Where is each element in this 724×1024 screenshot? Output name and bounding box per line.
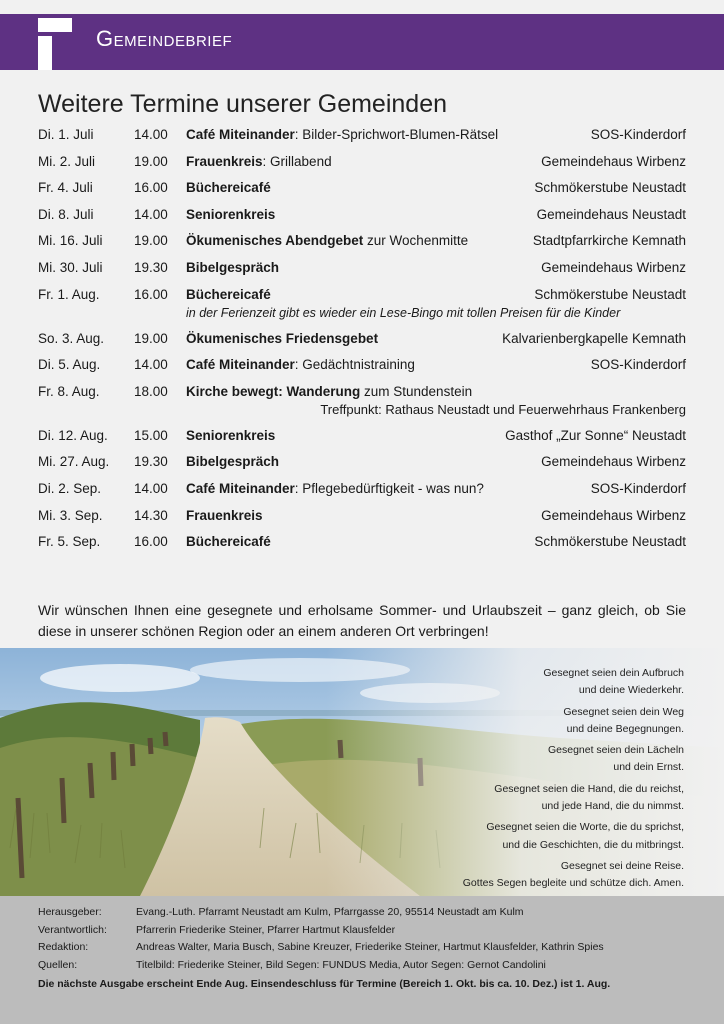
event-time: 19.30 [134,454,168,470]
event-date: Di. 5. Aug. [38,357,101,373]
blessing-line: Gesegnet seien dein Lächeln [547,744,684,757]
event-name: Büchereicafé [186,180,271,196]
event-row [38,449,686,476]
imprint-row [38,939,698,957]
event-title [186,122,498,149]
imprint-label: Herausgeber: [38,906,102,918]
event-row [38,503,686,530]
event-date: Mi. 30. Juli [38,259,103,275]
summer-wish: Wir wünschen Ihnen eine gesegnete und erholsame Sommer- und Urlaubszeit – ganz gleich, ob Sie diese in unserer schönen Region oder an einem anderen Ort verbringen! [38,602,686,639]
event-title [186,529,271,556]
next-issue-note: Die nächste Ausgabe erscheint Ende Aug. Einsendeschluss für Termine (Bereich 1. Okt. bis ca. 10. Dez.) ist 1. Aug. [38,978,611,990]
event-row [38,476,686,503]
event-time: 14.00 [134,357,168,373]
event-title [186,423,275,450]
event-location: SOS-Kinderdorf [590,357,686,373]
event-detail: : Pflegebedürftigkeit - was nun? [294,480,484,496]
event-row [38,352,686,379]
blessing-line: Gesegnet seien die Hand, die du reichst, [494,782,684,795]
event-date: Di. 1. Juli [38,127,94,142]
event-location: Stadtpfarrkirche Kemnath [532,233,686,249]
blessing-line: Gesegnet seien dein Aufbruch [543,667,684,679]
event-date: Di. 2. Sep. [38,480,102,496]
event-detail: zum Stundenstein [360,383,473,399]
event-name: Büchereicafé [186,286,271,302]
event-time: 14.00 [134,206,168,222]
event-title [186,228,468,255]
event-title [186,175,271,202]
imprint-row [38,904,698,922]
event-name: Ökumenisches Friedensgebet [186,330,379,346]
event-detail: : Bilder-Sprichwort-Blumen-Rätsel [294,127,499,142]
event-row [38,379,686,423]
imprint [38,904,698,974]
event-name: Café Miteinander [186,127,295,142]
blessing-line: und dein Ernst. [613,761,684,774]
newsletter-title: Gemeindebrief [96,26,233,51]
event-detail: : Grillabend [262,153,332,169]
event-name: Kirche bewegt: Wanderung [186,383,361,399]
event-title [186,503,263,530]
event-location: SOS-Kinderdorf [590,480,686,496]
event-time: 14.00 [134,480,168,496]
event-time: 16.00 [134,534,168,550]
event-name: Bibelgespräch [186,454,280,470]
event-title [186,149,332,176]
imprint-value: Titelbild: Friederike Steiner, Bild Segen: FUNDUS Media, Autor Segen: Gernot Candolini [136,958,546,971]
event-name: Büchereicafé [186,534,271,550]
event-location: Kalvarienbergkapelle Kemnath [502,330,686,346]
event-time: 19.00 [134,233,168,249]
blessing-line: Gesegnet seien dein Weg [563,705,684,718]
event-date: Di. 8. Juli [38,206,94,222]
event-title [186,449,279,476]
event-title [186,352,415,379]
event-time: 19.00 [134,330,168,346]
imprint-label: Verantwortlich: [38,923,107,936]
event-date: Fr. 5. Sep. [38,534,101,550]
event-row [38,255,686,282]
church-logo-icon [38,18,78,70]
event-row [38,202,686,229]
blessing-line: und die Geschichten, die du mitbringst. [502,838,684,851]
event-title [186,326,378,353]
blessing-line: und deine Wiederkehr. [578,684,684,697]
event-time: 19.30 [134,259,168,275]
imprint-value: Pfarrerin Friederike Steiner, Pfarrer Hartmut Klausfelder [136,923,396,936]
event-title [186,476,484,503]
event-date: Fr. 4. Juli [38,180,93,196]
event-location: Gemeindehaus Wirbenz [541,507,686,523]
blessing-line: Gottes Segen begleite und schütze dich. Amen. [462,877,684,890]
blessing-line: und deine Begegnungen. [566,722,684,735]
event-location: Gemeindehaus Neustadt [536,206,686,222]
event-name: Frauenkreis [186,507,263,523]
imprint-row [38,922,698,940]
imprint-label: Quellen: [38,958,78,971]
event-row [38,175,686,202]
event-name: Café Miteinander [186,480,295,496]
event-date: So. 3. Aug. [38,330,105,346]
event-location: Gasthof „Zur Sonne“ Neustadt [505,427,686,443]
event-row [38,423,686,450]
event-location: Gemeindehaus Wirbenz [541,153,686,169]
page-title: Weitere Termine unserer Gemeinden [38,90,447,118]
event-row [38,326,686,353]
event-date: Mi. 3. Sep. [38,507,103,523]
event-name: Bibelgespräch [186,259,280,275]
event-row [38,149,686,176]
event-meeting-point: Treffpunkt: Rathaus Neustadt und Feuerwehrhaus Frankenberg [320,401,686,417]
event-time: 14.00 [134,127,168,142]
event-list [38,122,686,556]
event-title [186,255,279,282]
event-date: Fr. 8. Aug. [38,383,100,399]
imprint-value: Andreas Walter, Maria Busch, Sabine Kreuzer, Friederike Steiner, Hartmut Klausfelder, Kathrin Spies [136,941,604,953]
event-location: Schmökerstube Neustadt [534,180,686,196]
event-detail: : Gedächtnistraining [294,357,415,373]
event-title [186,202,275,229]
blessing-line: Gesegnet sei deine Reise. [560,859,684,872]
event-row [38,529,686,556]
event-time: 16.00 [134,180,168,196]
event-date: Mi. 2. Juli [38,153,96,169]
event-date: Fr. 1. Aug. [38,286,100,302]
event-time: 18.00 [134,383,168,399]
event-time: 16.00 [134,286,168,302]
event-time: 14.30 [134,507,168,523]
imprint-label: Redaktion: [38,941,89,953]
event-name: Café Miteinander [186,357,295,373]
event-note: in der Ferienzeit gibt es wieder ein Lese-Bingo mit tollen Preisen für die Kinder [186,305,621,320]
event-row [38,122,686,149]
imprint-row [38,957,698,975]
event-name: Seniorenkreis [186,206,276,222]
event-time: 19.00 [134,153,168,169]
event-row [38,228,686,255]
blessing-line: und jede Hand, die du nimmst. [541,800,684,813]
event-location: Gemeindehaus Wirbenz [541,454,686,470]
blessing-line: Gesegnet seien die Worte, die du sprichst, [486,821,684,834]
event-name: Frauenkreis [186,153,263,169]
event-location: Gemeindehaus Wirbenz [541,259,686,275]
imprint-value: Evang.-Luth. Pfarramt Neustadt am Kulm, Pfarrgasse 20, 95514 Neustadt am Kulm [136,906,524,918]
header-bar [0,14,724,70]
event-name: Seniorenkreis [186,427,276,443]
event-name: Ökumenisches Abendgebet [186,233,364,249]
imprint-footer [0,896,724,1024]
event-date: Mi. 27. Aug. [38,454,110,470]
event-date: Mi. 16. Juli [38,233,103,249]
event-location: Schmökerstube Neustadt [534,534,686,550]
event-detail: zur Wochenmitte [363,233,469,249]
event-location: Schmökerstube Neustadt [534,286,686,302]
event-time: 15.00 [134,427,168,443]
event-row [38,282,686,326]
event-date: Di. 12. Aug. [38,427,108,443]
event-location: SOS-Kinderdorf [590,127,686,142]
blessing-poem [384,665,684,893]
